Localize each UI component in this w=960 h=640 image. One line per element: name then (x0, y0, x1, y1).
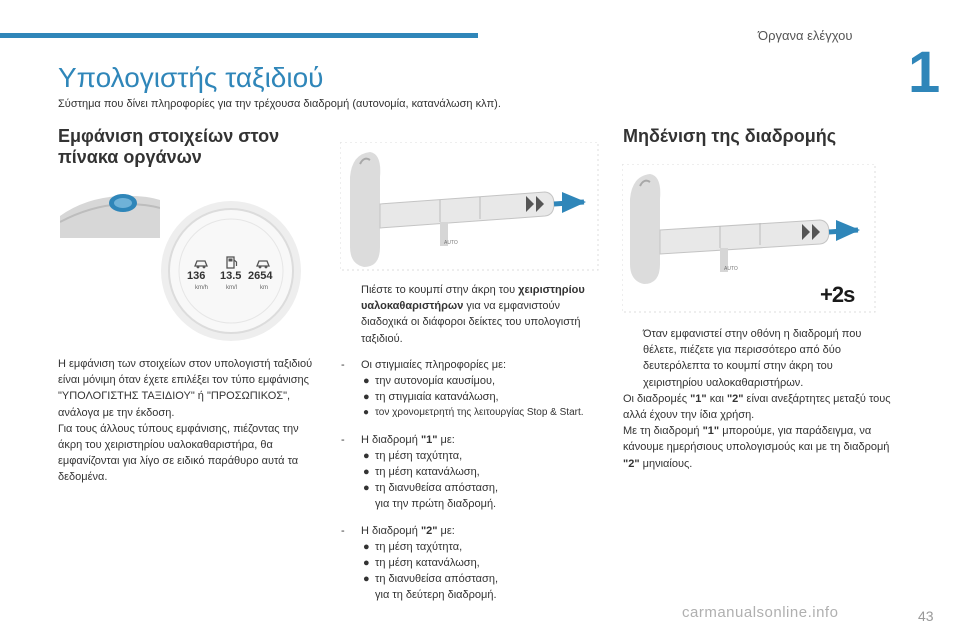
trip2-item: τη μέση ταχύτητα, (375, 540, 463, 553)
lever-auto-label-1: AUTO (444, 240, 458, 246)
text-part: είναι ανεξάρτητες μεταξύ τους αλλά έχουν την ίδια χρήση. (623, 392, 891, 422)
bullet-icon: ● (363, 482, 370, 495)
text-part: μηνιαίους. (639, 457, 693, 470)
trip1-intro (361, 432, 455, 448)
instant-item: τη στιγμιαία κατανάλωση, (375, 391, 499, 404)
speed-car-icon (194, 257, 208, 269)
text-part: μπορούμε, για παράδειγμα, να κάνουμε ημερήσιους υπολογισμούς και με τη διαδρομή (623, 425, 890, 454)
bullet-icon: ● (363, 449, 370, 462)
text-part: και (706, 392, 727, 405)
page-subtitle: Σύστημα που δίνει πληροφορίες για την τρέχουσα διαδρομή (αυτονομία, κατανάλωση κλπ). (58, 98, 501, 110)
trip2-block (341, 523, 603, 604)
trip2-intro (361, 523, 455, 539)
range-value: 2654 (248, 270, 273, 282)
bullet-icon: ● (363, 391, 370, 404)
instant-item: την αυτονομία καυσίμου, (375, 375, 496, 388)
trip1-block (341, 432, 603, 513)
trip1-label: "1" (690, 392, 707, 405)
press-instruction-text (361, 282, 603, 347)
trip2-intro-start: Η διαδρομή (361, 524, 421, 537)
dash-marker: - (341, 524, 345, 537)
fuel-pump-icon (226, 256, 238, 269)
trips-example-text (623, 423, 893, 472)
bullet-icon: ● (363, 540, 370, 553)
instant-item-stop-start: τον χρονομετρητή της λειτουργίας Stop & Start. (375, 407, 584, 419)
dash-marker: - (341, 358, 345, 371)
consumption-value: 13.5 (220, 270, 242, 282)
top-accent-bar (0, 33, 478, 38)
hold-two-seconds-badge: +2s (820, 282, 855, 307)
bullet-icon: ● (363, 375, 370, 388)
trip1-label: "1" (420, 433, 438, 446)
lever-auto-label-2: AUTO (724, 266, 738, 272)
wiper-lever-figure-1 (340, 142, 600, 272)
watermark: carmanualsonline.info (682, 604, 839, 621)
trip2-label: "2" (726, 392, 744, 405)
page-number: 43 (918, 608, 934, 624)
range-unit: km (260, 285, 268, 291)
display-paragraph-1: Η εμφάνιση των στοιχείων στον υπολογιστή ταξιδιού είναι μόνιμη όταν έχετε επιλέξει τον τύπο εμφάνισης "ΥΠΟΛΟΓΙΣΤΗΣ ΤΑΞΙΔΙΟΥ" ή "ΠΡΟΣΩΠΙΚΟΣ", ανάλογα με την έκδοση. (58, 358, 313, 419)
display-paragraph-2: Για τους άλλους τύπους εμφάνισης, πιέζοντας την άκρη του χειριστηρίου υαλοκαθαριστήρα, θα εμφανίζονται για λίγο σε ειδικό παράθυρο αυτά τα δεδομένα. (58, 422, 299, 484)
press-instruction (341, 282, 603, 347)
page-title: Υπολογιστής ταξιδιού (58, 62, 324, 93)
text-part: Οι διαδρομές (623, 392, 691, 405)
text-part: Με τη διαδρομή (623, 425, 703, 438)
display-description (58, 356, 320, 486)
instant-intro: Οι στιγμιαίες πληροφορίες με: (361, 358, 507, 371)
trip2-label: "2" (623, 457, 640, 470)
trip2-continuation: για τη δεύτερη διαδρομή. (375, 589, 497, 602)
trip1-item: τη διανυθείσα απόσταση, (375, 482, 498, 495)
reset-press-text: Όταν εμφανιστεί στην οθόνη η διαδρομή που θέλετε, πιέζετε για περισσότερο από δύο δευτερόλεπτα το κουμπί στην άκρη του χειριστηρίου υαλοκαθαριστήρων. (643, 328, 862, 389)
arrow-marker-icon (623, 326, 643, 391)
bullet-icon: ● (363, 466, 370, 479)
bullet-icon: ● (363, 557, 370, 570)
trip2-item: τη μέση κατανάλωση, (375, 557, 480, 570)
bullet-icon: ● (363, 407, 370, 419)
reset-instructions (623, 326, 893, 472)
trip-computer-instructions (341, 282, 603, 614)
trips-independent-text (623, 391, 893, 423)
speed-value: 136 (187, 270, 206, 282)
heading-display-data: Εμφάνιση στοιχείων στον πίνακα οργάνων (58, 126, 280, 167)
trip1-item: τη μέση ταχύτητα, (375, 449, 463, 462)
trip2-intro-end: με: (437, 524, 455, 537)
trip1-intro-end: με: (437, 433, 455, 446)
arrow-marker-icon (341, 282, 361, 347)
instant-info-block (341, 357, 603, 422)
trip2-item: τη διανυθείσα απόσταση, (375, 573, 498, 586)
heading-reset-trip: Μηδένιση της διαδρομής (623, 126, 837, 146)
bullet-icon: ● (363, 573, 370, 586)
reset-press-instruction (623, 326, 893, 391)
consumption-unit: km/l (226, 285, 237, 291)
trip1-label: "1" (702, 425, 720, 438)
press-text-start: Πιέστε το κουμπί στην άκρη του (361, 284, 519, 296)
section-label: Όργανα ελέγχου (758, 28, 853, 43)
trip2-label: "2" (420, 524, 438, 537)
trip1-intro-start: Η διαδρομή (361, 433, 421, 446)
wiper-lever-figure-2 (622, 164, 877, 314)
trip1-continuation: για την πρώτη διαδρομή. (375, 498, 497, 511)
wiper-lever-graphic-1 (340, 142, 600, 272)
trip1-item: τη μέση κατανάλωση, (375, 466, 480, 479)
press-text-bold: χειριστηρίου υαλοκαθαριστήρων (361, 284, 585, 313)
dash-marker: - (341, 433, 345, 446)
speed-unit: km/h (195, 285, 209, 291)
chapter-number: 1 (908, 40, 941, 105)
range-car-icon (256, 257, 270, 269)
dashboard-location-figure (60, 178, 160, 238)
instrument-cluster-figure (160, 200, 302, 342)
press-text-end: για να εμφανιστούν διαδοχικά οι διάφοροι δείκτες του υπολογιστή ταξιδιού. (361, 300, 581, 345)
